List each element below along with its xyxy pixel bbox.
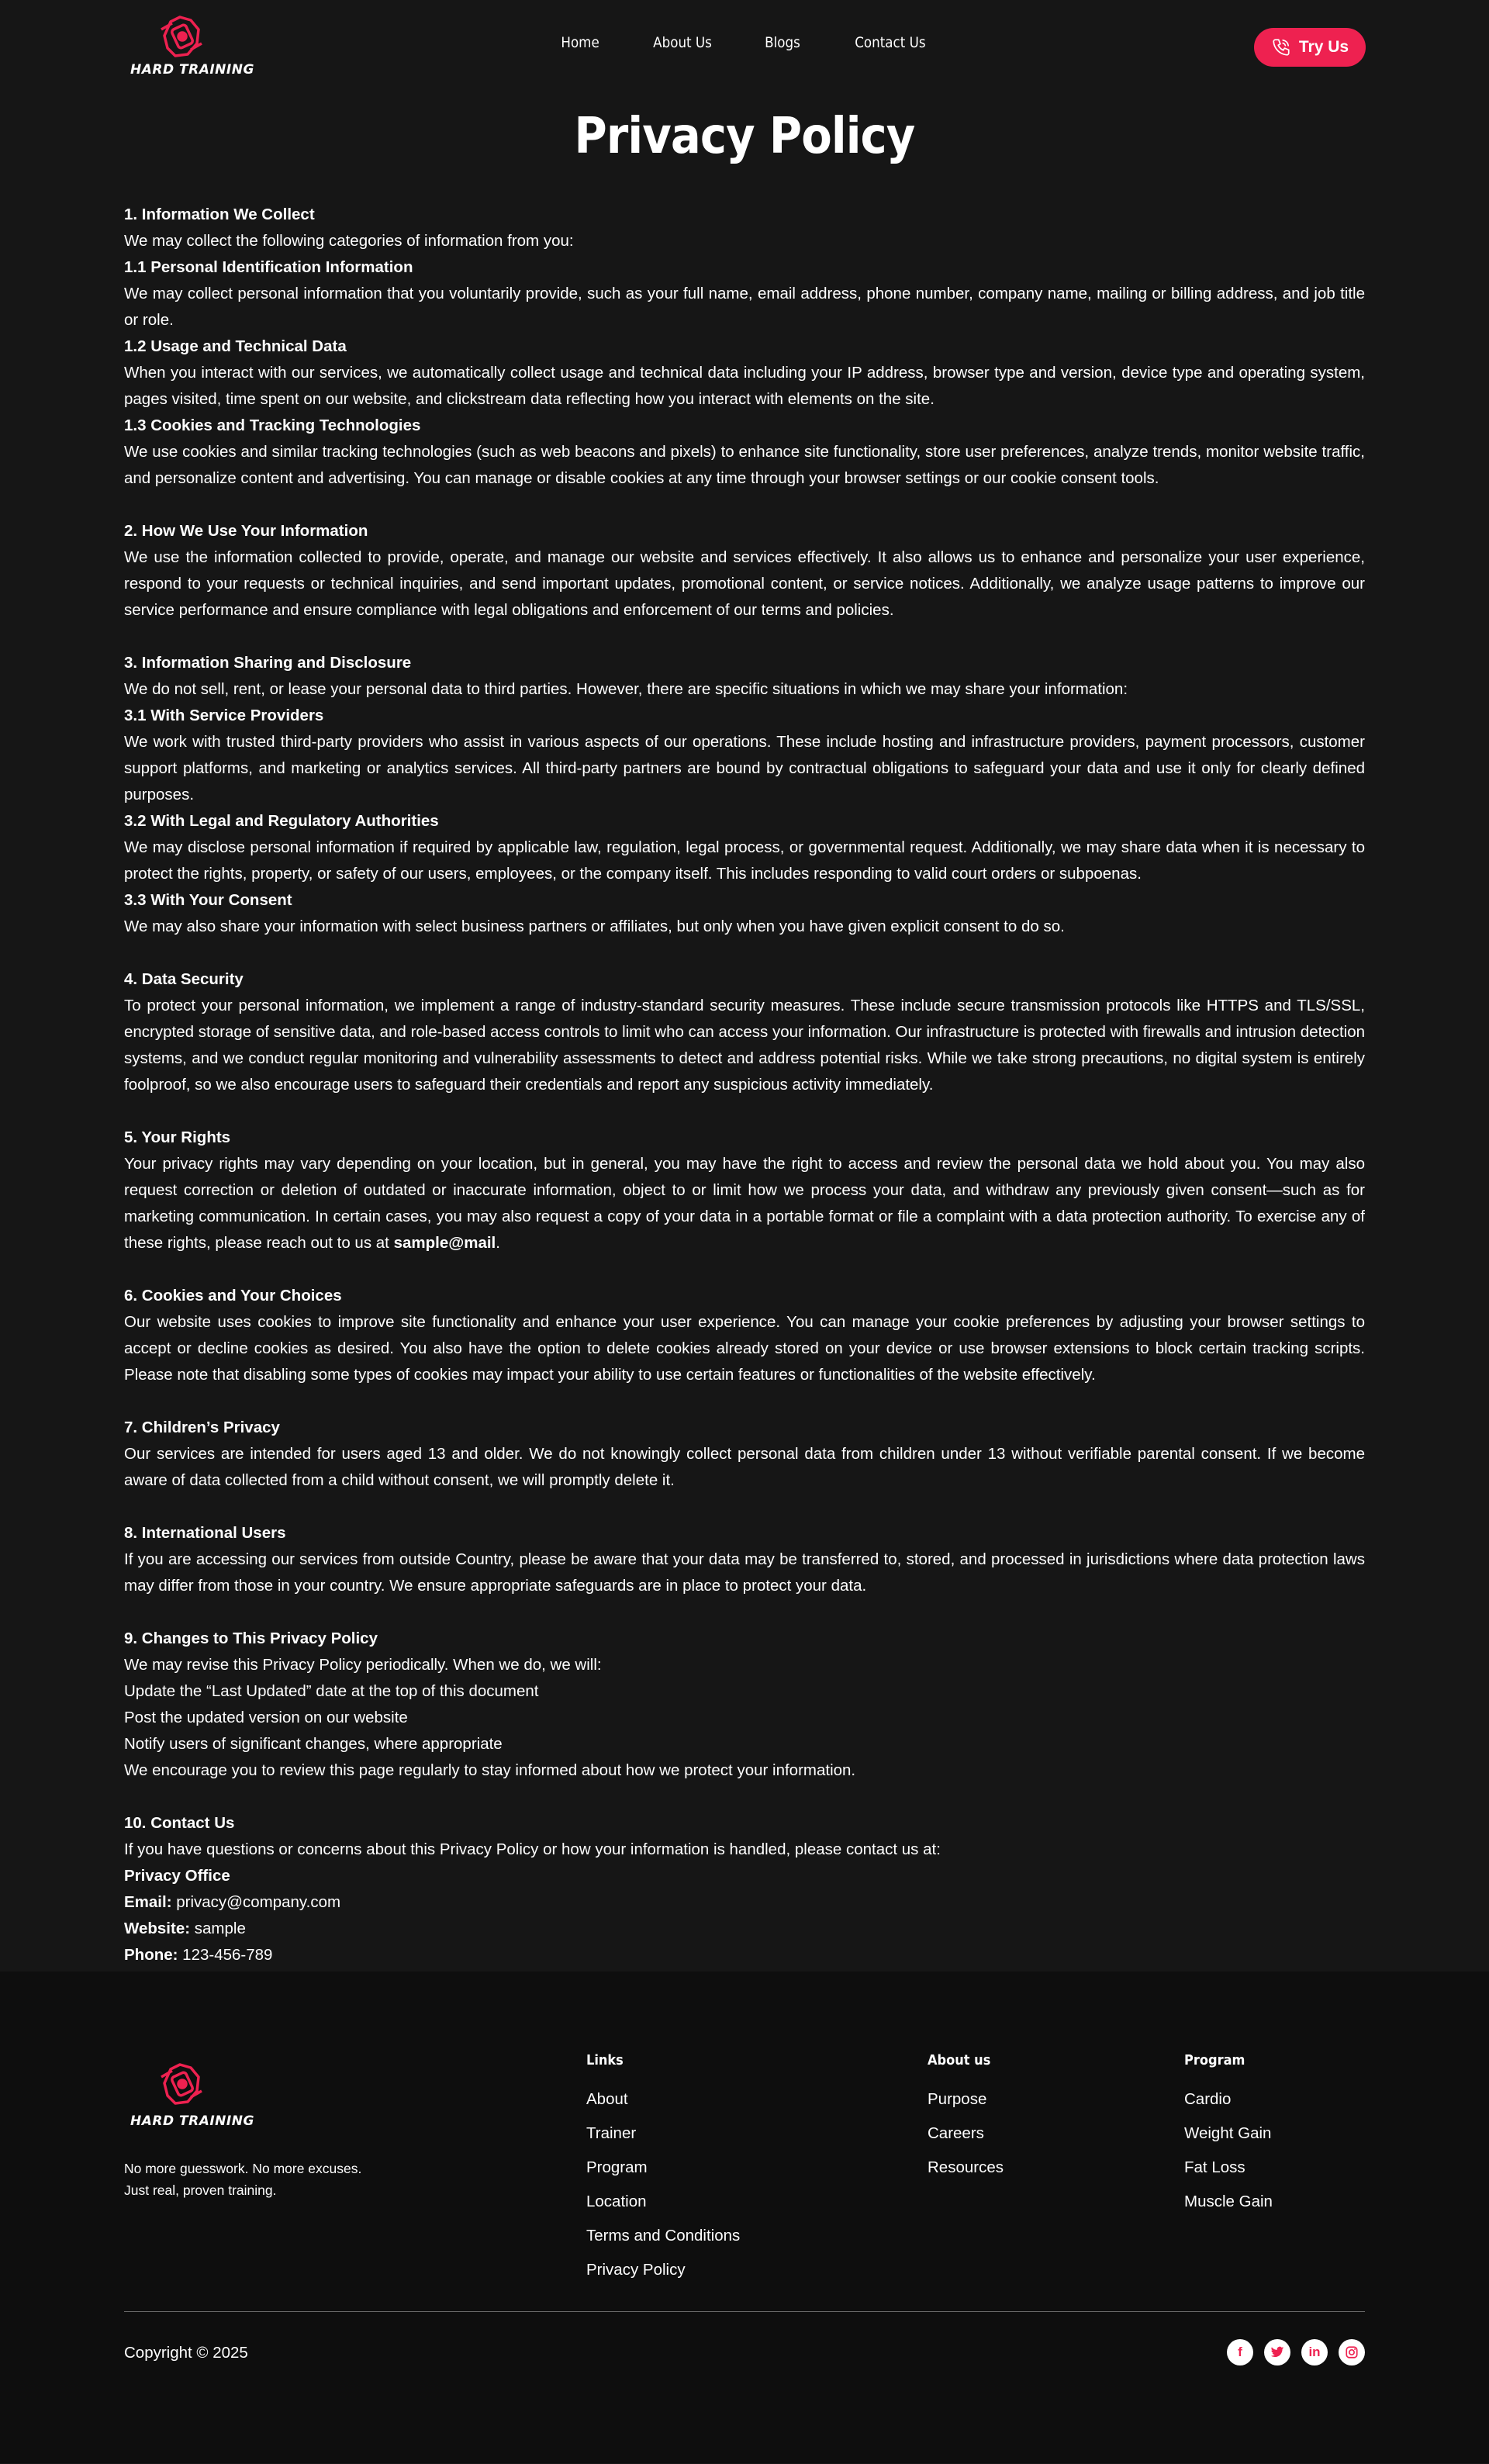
section-heading: 5. Your Rights xyxy=(124,1128,231,1146)
subsection-heading: 3.2 With Legal and Regulatory Authorities xyxy=(124,812,439,830)
footer-link-location[interactable]: Location xyxy=(586,2193,647,2210)
section-text xyxy=(124,1151,1365,1256)
footer-logo-wordmark: HARD TRAINING xyxy=(130,2113,254,2129)
footer-link-privacy[interactable]: Privacy Policy xyxy=(586,2261,686,2279)
footer-links-column xyxy=(586,2052,740,2287)
section-text: Our website uses cookies to improve site functionality and enhance your user experience. You can manage your cookie preferences by adjusting your browser settings to accept or decline cookies as desired. You also have the option to delete cookies already stored on your device or use browser extensions to block certain tracking scripts. Please note that disabling some types of cookies may impact your ability to use certain features or functionalities of the website effectively. xyxy=(124,1313,1365,1384)
section-text: We may also share your information with select business partners or affiliates, but only when you have given explicit consent to do so. xyxy=(124,918,1065,935)
rights-end: . xyxy=(496,1234,500,1252)
section-text: We work with trusted third-party providers who assist in various aspects of our operations. These include hosting and infrastructure providers, payment processors, customer support platforms, and marketing or analytics services. All third-party partners are bound by contractual obligations to safeguard your data and use it only for clearly defined purposes. xyxy=(124,733,1365,803)
nav-about-us[interactable]: About Us xyxy=(653,34,712,51)
nav-home[interactable]: Home xyxy=(561,34,600,51)
section-heading: 4. Data Security xyxy=(124,970,244,988)
site-footer xyxy=(0,1972,1489,2463)
fist-dumbbell-icon xyxy=(154,2060,211,2108)
contact-website-value[interactable]: sample xyxy=(194,1920,246,1937)
subsection-heading: 1.3 Cookies and Tracking Technologies xyxy=(124,416,421,434)
footer-program-column xyxy=(1184,2052,1273,2219)
section-heading: 7. Children’s Privacy xyxy=(124,1419,280,1436)
footer-logo[interactable] xyxy=(130,2060,254,2129)
footer-link-terms[interactable]: Terms and Conditions xyxy=(586,2227,741,2245)
instagram-icon[interactable] xyxy=(1339,2339,1365,2366)
nav-blogs[interactable]: Blogs xyxy=(765,34,801,51)
contact-office: Privacy Office xyxy=(124,1867,230,1885)
footer-link-resources[interactable]: Resources xyxy=(928,2158,1004,2176)
footer-link-about[interactable]: About xyxy=(586,2090,628,2108)
footer-link-muscle-gain[interactable]: Muscle Gain xyxy=(1184,2193,1273,2210)
contact-website-label: Website: xyxy=(124,1920,191,1937)
footer-link-fat-loss[interactable]: Fat Loss xyxy=(1184,2158,1245,2176)
section-text: We may collect personal information that you voluntarily provide, such as your full name, email address, phone number, company name, mailing or billing address, and job title or role. xyxy=(124,285,1365,329)
subsection-heading: 1.1 Personal Identification Information xyxy=(124,258,413,276)
section-text: We may collect the following categories of information from you: xyxy=(124,232,574,250)
twitter-icon[interactable] xyxy=(1264,2339,1290,2366)
logo-wordmark: HARD TRAINING xyxy=(130,62,254,78)
footer-links-title: Links xyxy=(586,2052,624,2068)
footer-link-cardio[interactable]: Cardio xyxy=(1184,2090,1232,2108)
footer-link-careers[interactable]: Careers xyxy=(928,2124,984,2142)
footer-divider xyxy=(124,2311,1365,2312)
section-heading: 2. How We Use Your Information xyxy=(124,522,368,540)
section-text: Our services are intended for users aged 13 and older. We do not knowingly collect personal data from children under 13 without verifiable parental consent. If we become aware of data collected from a child without consent, we will promptly delete it. xyxy=(124,1445,1365,1489)
section-text: If you have questions or concerns about this Privacy Policy or how your information is handled, please contact us at: xyxy=(124,1840,941,1858)
section-text: To protect your personal information, we implement a range of industry-standard security measures. These include secure transmission protocols like HTTPS and TLS/SSL, encrypted storage of sensitive data, and role-based access controls to limit who can access your information. Our infrastructure is protected with firewalls and intrusion detection systems, and we conduct regular monitoring and vulnerability assessments to detect and address potential risks. While we take strong precautions, no digital system is entirely foolproof, so we also encourage users to safeguard their credentials and report any suspicious activity immediately. xyxy=(124,997,1365,1094)
contact-website xyxy=(124,1916,1365,1942)
footer-about-title: About us xyxy=(928,2052,991,2068)
subsection-heading: 3.1 With Service Providers xyxy=(124,707,324,724)
copyright: Copyright © 2025 xyxy=(124,2344,248,2362)
section-text: We use the information collected to provide, operate, and manage our website and services effectively. It also allows us to enhance and personalize your user experience, respond to your requests or technical inquiries, and send important updates, promotional content, or service notices. Additionally, we analyze usage patterns to improve our service performance and ensure compliance with legal obligations and enforcement of our terms and policies. xyxy=(124,548,1365,619)
section-text: We use cookies and similar tracking technologies (such as web beacons and pixels) to enhance site functionality, store user preferences, analyze trends, monitor website traffic, and personalize content and advertising. You can manage or disable cookies at any time through your browser settings or our cookie consent tools. xyxy=(124,443,1365,487)
nav-contact-us[interactable]: Contact Us xyxy=(855,34,926,51)
section-heading: 3. Information Sharing and Disclosure xyxy=(124,654,412,672)
try-us-label: Try Us xyxy=(1298,38,1349,56)
footer-link-weight-gain[interactable]: Weight Gain xyxy=(1184,2124,1272,2142)
section-heading: 1. Information We Collect xyxy=(124,206,315,223)
contact-email xyxy=(124,1889,1365,1916)
list-item: Notify users of significant changes, where appropriate xyxy=(124,1735,503,1753)
list-item: Post the updated version on our website xyxy=(124,1709,408,1726)
facebook-icon[interactable]: f xyxy=(1227,2339,1253,2366)
contact-phone xyxy=(124,1942,1365,1968)
subsection-heading: 3.3 With Your Consent xyxy=(124,891,292,909)
section-text: We do not sell, rent, or lease your personal data to third parties. However, there are specific situations in which we may share your information: xyxy=(124,680,1128,698)
contact-email-label: Email: xyxy=(124,1893,172,1911)
footer-program-title: Program xyxy=(1184,2052,1245,2068)
section-heading: 6. Cookies and Your Choices xyxy=(124,1287,342,1305)
policy-content xyxy=(124,161,1365,1972)
section-text: We encourage you to review this page regularly to stay informed about how we protect your information. xyxy=(124,1761,856,1779)
rights-email-link[interactable]: sample@mail xyxy=(393,1234,496,1252)
contact-email-value[interactable]: privacy@company.com xyxy=(176,1893,341,1911)
section-text: If you are accessing our services from outside Country, please be aware that your data may be transferred to, stored, and processed in jurisdictions where data protection laws may differ from those in your country. We ensure appropriate safeguards are in place to protect your data. xyxy=(124,1550,1365,1595)
section-heading: 10. Contact Us xyxy=(124,1814,235,1832)
phone-icon xyxy=(1271,37,1291,57)
contact-phone-label: Phone: xyxy=(124,1946,178,1964)
page-title: Privacy Policy xyxy=(574,108,915,165)
linkedin-icon[interactable]: in xyxy=(1301,2339,1328,2366)
footer-link-program[interactable]: Program xyxy=(586,2158,648,2176)
list-item: Update the “Last Updated” date at the top of this document xyxy=(124,1682,539,1700)
footer-link-purpose[interactable]: Purpose xyxy=(928,2090,987,2108)
site-header xyxy=(0,0,1489,93)
footer-link-trainer[interactable]: Trainer xyxy=(586,2124,637,2142)
try-us-button[interactable] xyxy=(1254,28,1366,67)
footer-tagline: No more guesswork. No more excuses. Just real, proven training. xyxy=(124,2161,362,2198)
section-text: When you interact with our services, we automatically collect usage and technical data including your IP address, browser type and version, device type and operating system, pages visited, time spent on our website, and clickstream data reflecting how you interact with elements on the site. xyxy=(124,364,1365,408)
section-heading: 9. Changes to This Privacy Policy xyxy=(124,1629,378,1647)
contact-phone-value: 123-456-789 xyxy=(182,1946,273,1964)
social-links xyxy=(1227,2339,1365,2366)
footer-about-column xyxy=(928,2052,1004,2185)
section-text: We may revise this Privacy Policy periodically. When we do, we will: xyxy=(124,1656,602,1674)
section-heading: 8. International Users xyxy=(124,1524,286,1542)
section-text: We may disclose personal information if required by applicable law, regulation, legal process, or governmental request. Additionally, we may share data when it is necessary to protect the rights, property, or safety of our users, employees, or the company itself. This includes responding to valid court orders or subpoenas. xyxy=(124,838,1365,883)
subsection-heading: 1.2 Usage and Technical Data xyxy=(124,337,347,355)
rights-text: Your privacy rights may vary depending on your location, but in general, you may have the right to access and review the personal data we hold about you. You may also request correction or deletion of outdated or inaccurate information, object to or limit how we process your data, and withdraw any previously given consent—such as for marketing communication. In certain cases, you may also request a copy of your data in a portable format or file a complaint with a data protection authority. To exercise any of these rights, please reach out to us at xyxy=(124,1155,1365,1252)
